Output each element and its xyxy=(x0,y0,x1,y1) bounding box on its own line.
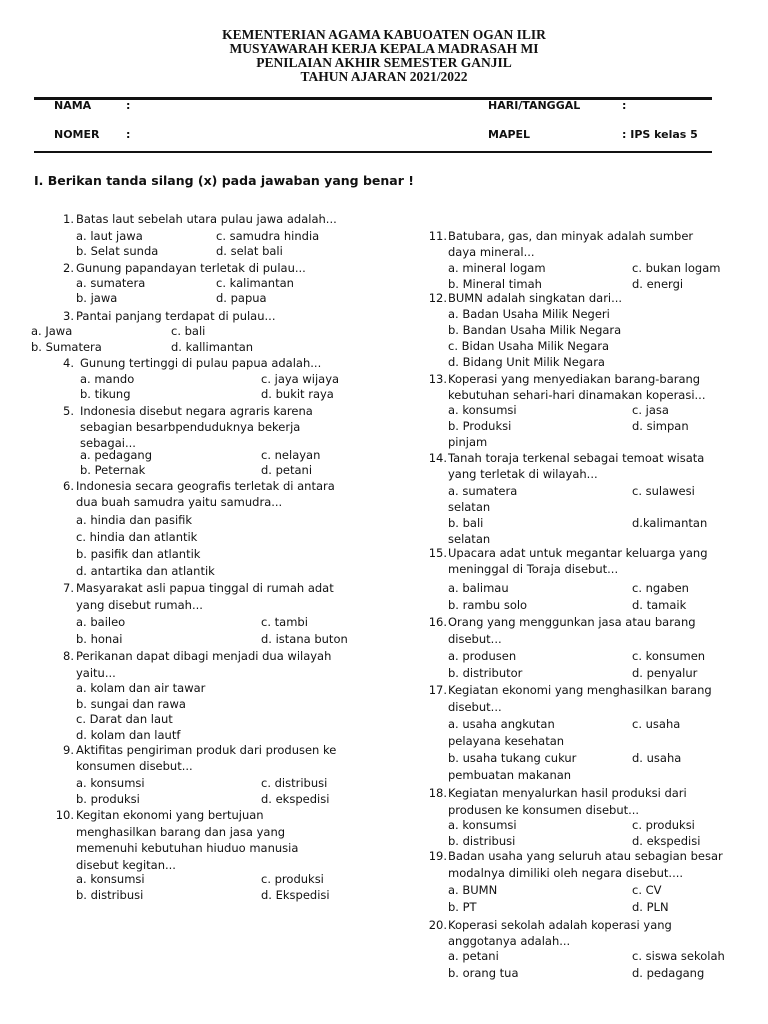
left-question-text: Pantai panjang terdapat di pulau... xyxy=(76,309,276,323)
right-option: b. PT xyxy=(448,900,477,914)
left-question-text: disebut kegitan... xyxy=(76,857,176,872)
left-question-text: Gunung papandayan terletak di pulau... xyxy=(76,261,306,275)
left-option: b. sungai dan rawa xyxy=(76,696,186,711)
right-option: c. jasa xyxy=(632,403,669,417)
left-option: d. antartika dan atlantik xyxy=(76,564,215,578)
left-option: c. kalimantan xyxy=(216,276,294,290)
right-question-text: disebut... xyxy=(448,700,502,714)
left-option: a. kolam dan air tawar xyxy=(76,681,206,695)
left-question-text: Batas laut sebelah utara pulau jawa adalah... xyxy=(76,212,337,226)
left-option: c. samudra hindia xyxy=(216,229,320,243)
right-option: b. distributor xyxy=(448,666,523,680)
left-option: a. baileo xyxy=(76,615,126,629)
right-option: c. usaha xyxy=(632,717,681,731)
left-question-number: 9. xyxy=(63,743,74,757)
right-option: b. Bandan Usaha Milik Negara xyxy=(448,323,622,337)
right-option: a. konsumsi xyxy=(448,403,517,417)
right-option: d. ekspedisi xyxy=(632,834,701,848)
header-line-3: PENILAIAN AKHIR SEMESTER GANJIL xyxy=(256,55,512,70)
right-option: d.kalimantan xyxy=(632,516,708,530)
left-option: c. produksi xyxy=(261,872,324,886)
left-question-number: 8. xyxy=(63,649,74,663)
right-option: a. petani xyxy=(448,949,499,963)
right-question-text: modalnya dimiliki oleh negara disebut.... xyxy=(448,866,684,880)
right-option: d. simpan xyxy=(632,419,689,433)
left-option: b. Sumatera xyxy=(31,340,102,354)
right-option: c. siswa sekolah xyxy=(632,949,725,963)
right-option: pelayana kesehatan xyxy=(448,734,565,748)
left-option: c. bali xyxy=(171,324,206,338)
right-question-number: 14. xyxy=(428,451,447,465)
left-question-text: menghasilkan barang dan jasa yang xyxy=(76,824,286,839)
right-question-text: Badan usaha yang seluruh atau sebagian besar xyxy=(448,849,723,863)
right-option: a. BUMN xyxy=(448,883,498,897)
left-option: b. tikung xyxy=(80,387,131,401)
left-question-text: sebagai... xyxy=(80,436,136,450)
left-option: c. Darat dan laut xyxy=(76,712,173,726)
left-question-number: 5. xyxy=(63,404,74,418)
left-option: a. Jawa xyxy=(31,324,73,338)
right-option: pinjam xyxy=(448,435,488,449)
right-option: d. pedagang xyxy=(632,966,705,980)
left-option: d. selat bali xyxy=(216,244,283,258)
left-option: a. konsumsi xyxy=(76,872,145,886)
right-option: d. penyalur xyxy=(632,666,698,680)
mapel-value: : IPS kelas 5 xyxy=(622,128,698,141)
right-question-text: Kegiatan ekonomi yang menghasilkan barang xyxy=(448,683,712,697)
header-line-2: MUSYAWARAH KERJA KEPALA MADRASAH MI xyxy=(229,41,539,56)
header-bottom-rule xyxy=(34,151,712,153)
left-question-number: 7. xyxy=(63,581,74,595)
right-question-text: anggotanya adalah... xyxy=(448,934,571,948)
right-option: b. rambu solo xyxy=(448,598,528,612)
left-option: b. jawa xyxy=(76,291,118,305)
left-option: d. papua xyxy=(216,291,267,305)
hari-tanggal-label: HARI/TANGGAL xyxy=(488,99,581,112)
left-question-number: 4. xyxy=(63,356,74,370)
right-question-number: 12. xyxy=(428,291,447,305)
left-option: d. ekspedisi xyxy=(261,792,330,806)
left-question-text: yaitu... xyxy=(76,666,116,680)
right-option: b. Produksi xyxy=(448,419,512,433)
left-option: c. jaya wijaya xyxy=(261,372,340,386)
right-option: a. produsen xyxy=(448,649,517,663)
right-option: b. Mineral timah xyxy=(448,277,542,291)
right-option: c. CV xyxy=(632,883,662,897)
right-question-number: 16. xyxy=(428,615,447,629)
right-question-text: kebutuhan sehari-hari dinamakan koperasi... xyxy=(448,388,706,402)
right-option: c. Bidan Usaha Milik Negara xyxy=(448,339,610,353)
left-option: c. nelayan xyxy=(261,448,321,462)
right-option: a. sumatera xyxy=(448,484,518,498)
left-option: a. mando xyxy=(80,372,135,386)
right-option: b. bali xyxy=(448,516,484,530)
right-option: b. distribusi xyxy=(448,834,516,848)
left-option: d. bukit raya xyxy=(261,387,334,401)
left-option: a. laut jawa xyxy=(76,229,143,243)
mapel-label: MAPEL xyxy=(488,128,531,141)
right-question-number: 11. xyxy=(428,229,447,243)
right-option: a. mineral logam xyxy=(448,261,546,275)
right-option: d. usaha xyxy=(632,751,682,765)
right-option: d. PLN xyxy=(632,900,669,914)
right-option: c. sulawesi xyxy=(632,484,695,498)
right-question-text: meninggal di Toraja disebut... xyxy=(448,562,619,576)
header-line-1: KEMENTERIAN AGAMA KABUOATEN OGAN ILIR xyxy=(222,27,546,42)
right-option: pembuatan makanan xyxy=(448,768,572,782)
right-option: a. balimau xyxy=(448,581,509,595)
right-question-text: produsen ke konsumen disebut... xyxy=(448,803,640,817)
left-option: b. Selat sunda xyxy=(76,244,159,258)
right-option: a. Badan Usaha Milik Negeri xyxy=(448,307,610,321)
right-option: b. usaha tukang cukur xyxy=(448,751,577,765)
right-option: c. produksi xyxy=(632,818,695,832)
right-question-text: Upacara adat untuk megantar keluarga yang xyxy=(448,546,708,560)
left-option: a. pedagang xyxy=(80,448,153,462)
right-question-text: Koperasi sekolah adalah koperasi yang xyxy=(448,918,672,932)
left-option: b. honai xyxy=(76,632,123,646)
left-option: b. Peternak xyxy=(80,463,146,477)
left-option: b. produksi xyxy=(76,792,140,806)
left-question-number: 2. xyxy=(63,261,74,275)
left-option: c. distribusi xyxy=(261,776,328,790)
left-question-number: 10. xyxy=(55,808,74,822)
right-option: d. Bidang Unit Milik Negara xyxy=(448,355,605,369)
left-question-number: 1. xyxy=(63,212,74,226)
left-option: d. petani xyxy=(261,463,313,477)
left-question-text: sebagian besarbpenduduknya bekerja xyxy=(80,420,301,434)
hari-tanggal-colon: : xyxy=(622,99,627,112)
right-question-text: Batubara, gas, dan minyak adalah sumber xyxy=(448,229,694,243)
right-question-text: Orang yang menggunkan jasa atau barang xyxy=(448,615,696,629)
left-question-text: Indonesia disebut negara agraris karena xyxy=(80,404,313,418)
right-option: selatan xyxy=(448,532,491,546)
right-option: a. usaha angkutan xyxy=(448,717,555,731)
left-option: d. kallimantan xyxy=(171,340,254,354)
section-instruction: I. Berikan tanda silang (x) pada jawaban yang benar ! xyxy=(34,173,414,188)
header-top-rule xyxy=(34,97,712,100)
left-option: b. pasifik dan atlantik xyxy=(76,547,201,561)
right-question-number: 20. xyxy=(428,918,447,932)
left-option: d. kolam dan lautf xyxy=(76,727,181,742)
nama-colon: : xyxy=(126,99,131,112)
right-option: b. orang tua xyxy=(448,966,519,980)
left-option: d. Ekspedisi xyxy=(261,888,330,902)
left-question-text: Kegitan ekonomi yang bertujuan xyxy=(76,808,264,822)
left-option: a. sumatera xyxy=(76,276,146,290)
right-question-text: daya mineral... xyxy=(448,245,535,259)
left-option: d. istana buton xyxy=(261,632,348,646)
right-option: c. ngaben xyxy=(632,581,689,595)
right-question-text: yang terletak di wilayah... xyxy=(448,467,598,481)
right-question-text: Tanah toraja terkenal sebagai temoat wisata xyxy=(448,451,705,465)
header-line-4: TAHUN AJARAN 2021/2022 xyxy=(300,69,468,84)
left-question-text: Indonesia secara geografis terletak di antara xyxy=(76,479,335,493)
right-question-text: Kegiatan menyalurkan hasil produksi dari xyxy=(448,786,687,800)
left-question-text: memenuhi kebutuhan hiuduo manusia xyxy=(76,841,299,855)
left-option: c. hindia dan atlantik xyxy=(76,530,198,544)
right-option: c. konsumen xyxy=(632,649,706,663)
left-option: b. distribusi xyxy=(76,888,144,902)
left-question-text: Masyarakat asli papua tinggal di rumah adat xyxy=(76,581,334,595)
right-question-number: 13. xyxy=(428,372,447,386)
right-question-number: 19. xyxy=(428,849,447,863)
left-question-text: Perikanan dapat dibagi menjadi dua wilayah xyxy=(76,649,332,663)
right-option: selatan xyxy=(448,500,491,514)
left-question-number: 3. xyxy=(63,309,74,323)
right-question-number: 17. xyxy=(428,683,447,697)
left-question-text: Gunung tertinggi di pulau papua adalah... xyxy=(80,356,322,370)
right-question-number: 15. xyxy=(428,546,447,560)
left-option: c. tambi xyxy=(261,615,308,629)
right-option: a. konsumsi xyxy=(448,818,517,832)
left-question-text: dua buah samudra yaitu samudra... xyxy=(76,495,283,509)
right-question-text: Koperasi yang menyediakan barang-barang xyxy=(448,372,701,386)
right-option: d. tamaik xyxy=(632,598,687,612)
left-option: a. hindia dan pasifik xyxy=(76,513,193,527)
right-option: c. bukan logam xyxy=(632,261,721,275)
right-option: d. energi xyxy=(632,277,684,291)
right-question-text: disebut... xyxy=(448,632,502,646)
left-question-text: konsumen disebut... xyxy=(76,759,193,773)
right-question-text: BUMN adalah singkatan dari... xyxy=(448,291,623,305)
nama-label: NAMA xyxy=(54,99,92,112)
nomer-colon: : xyxy=(126,128,131,141)
right-question-number: 18. xyxy=(428,786,447,800)
left-question-text: yang disebut rumah... xyxy=(76,598,203,612)
nomer-label: NOMER xyxy=(54,128,100,141)
left-question-text: Aktifitas pengiriman produk dari produsen ke xyxy=(76,743,337,757)
left-question-number: 6. xyxy=(63,479,74,493)
left-option: a. konsumsi xyxy=(76,776,145,790)
